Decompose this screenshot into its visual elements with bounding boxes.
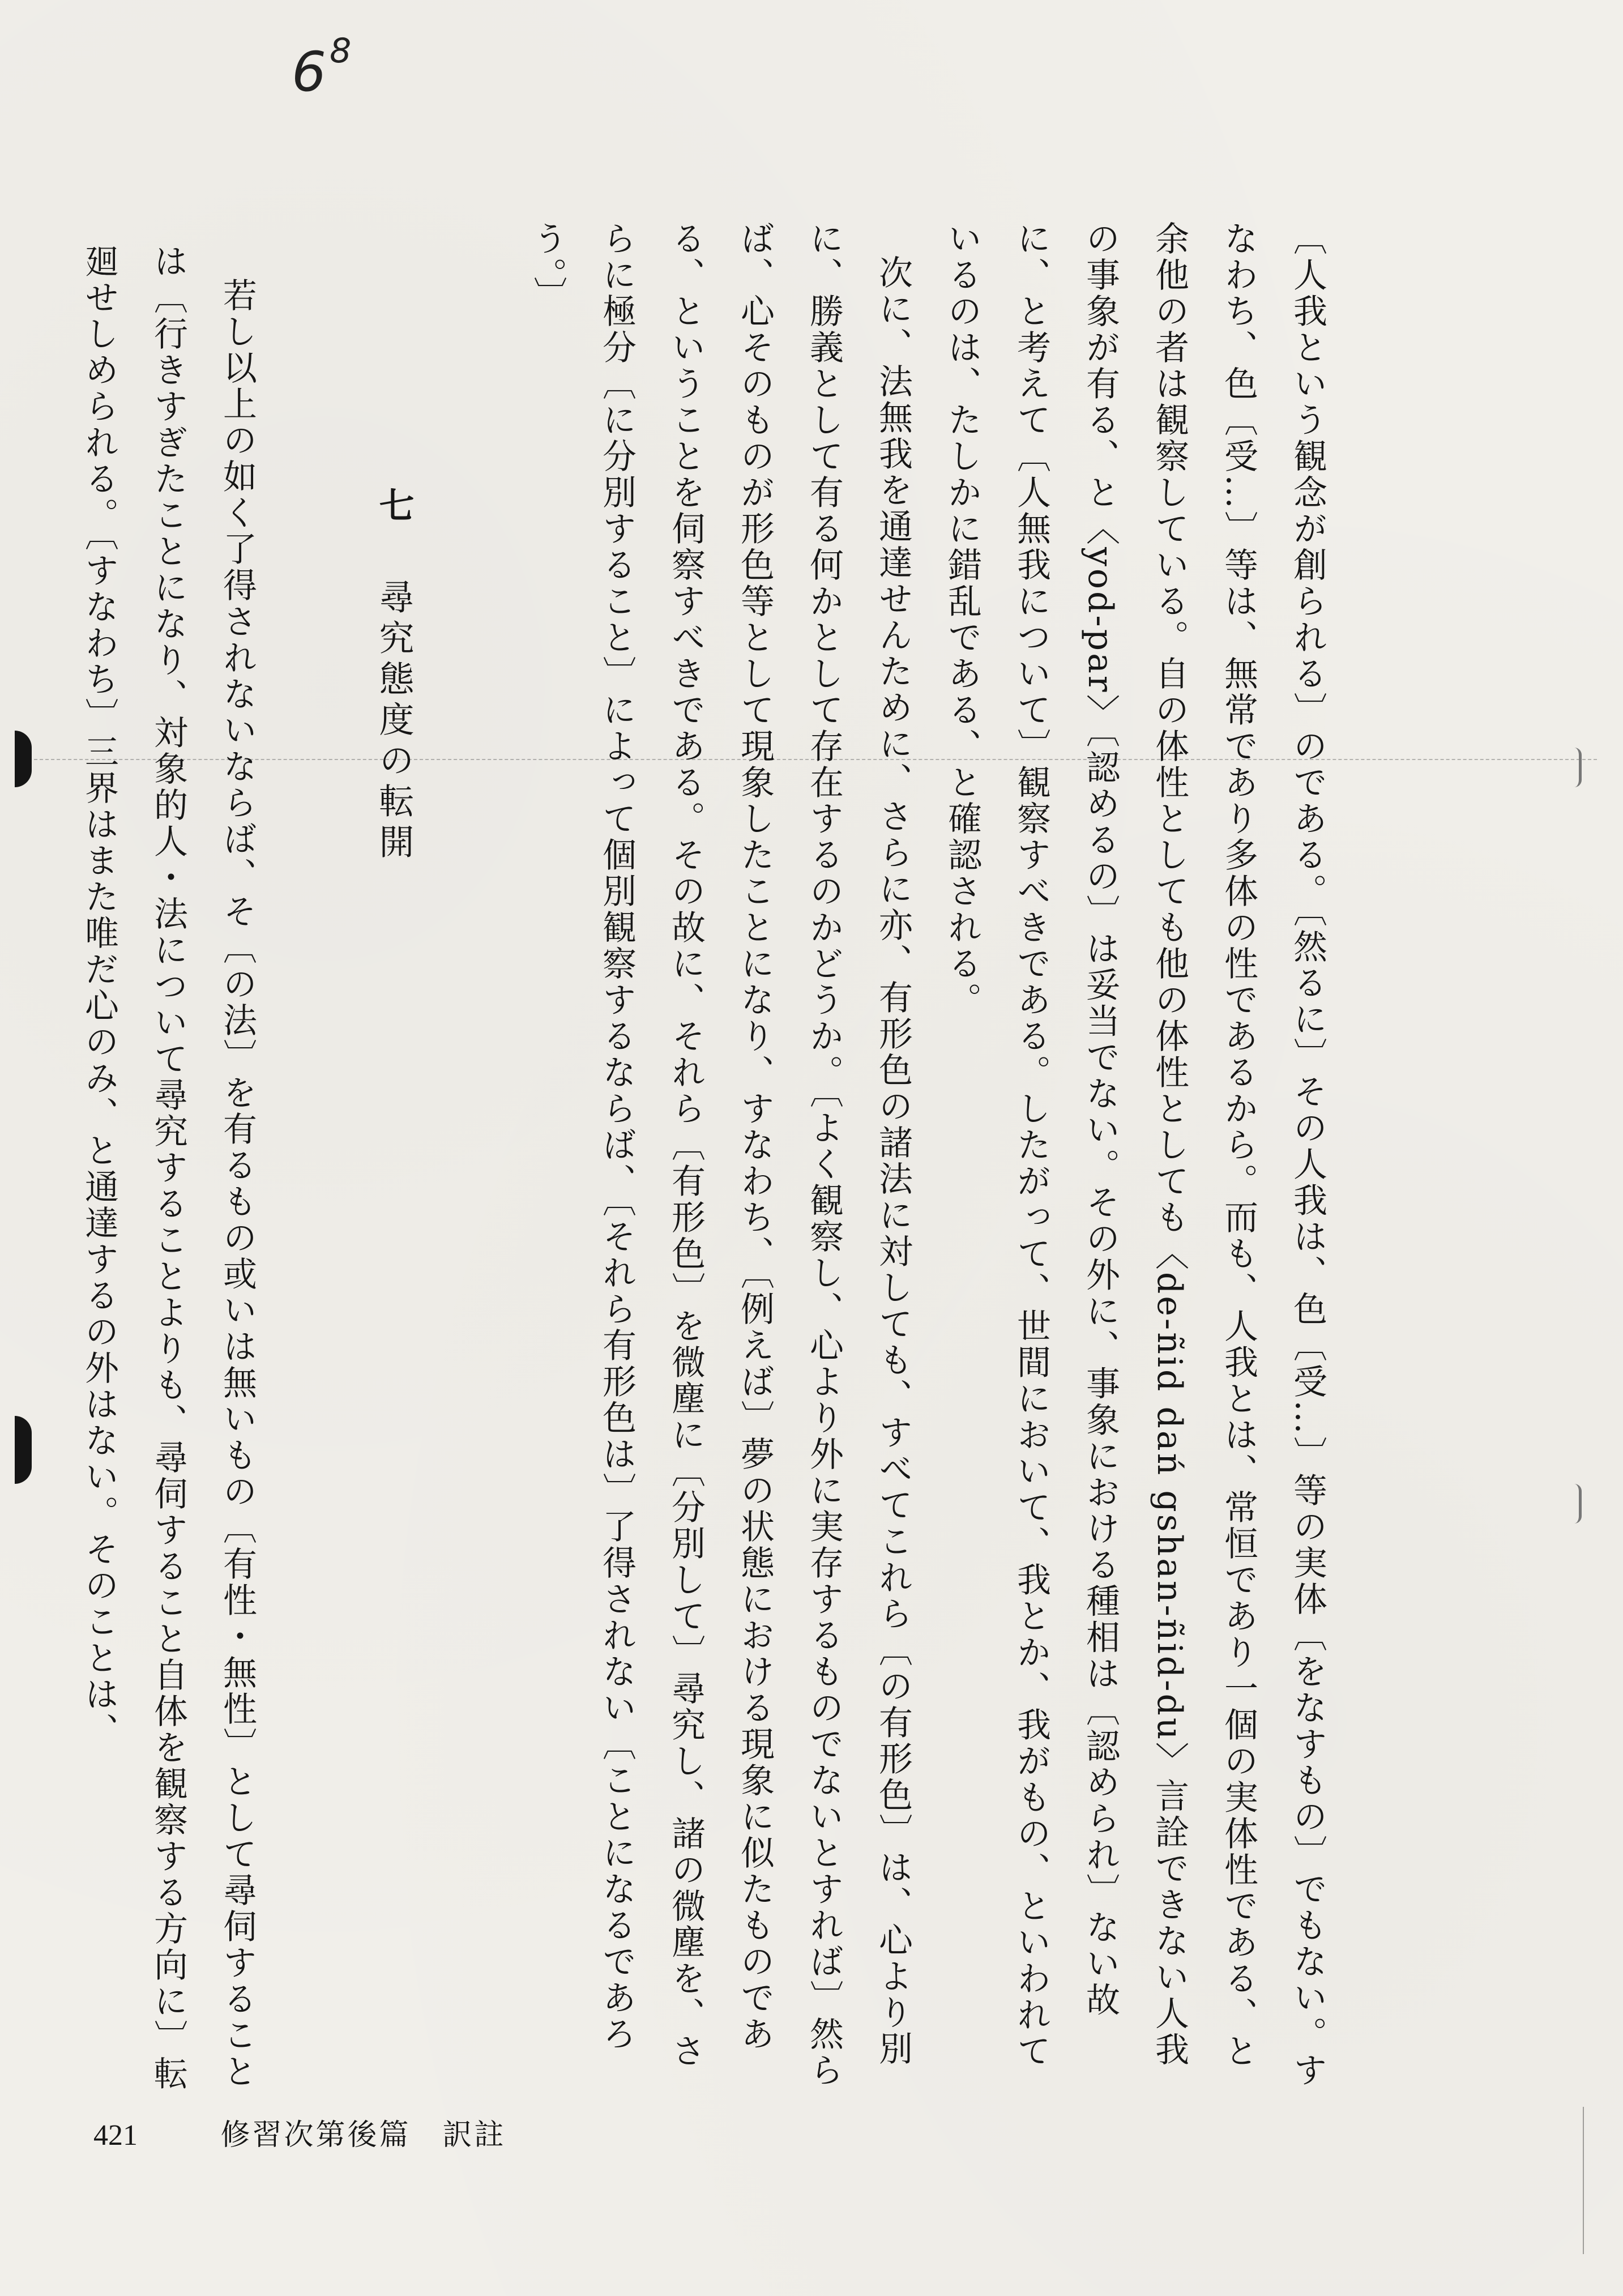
section-title: 尋究態度の転開: [373, 578, 415, 864]
section-heading: [362, 487, 425, 884]
binding-hole-mark-top: [15, 731, 32, 787]
body-paragraph: 若し以上の如く了得されないならば、そ〔の法〕を有るもの或いは無いもの〔有性・無性〕として尋伺することは〔行きすぎたことになり、対象的人・法について尋究することよりも、尋伺すること自体を観察する方向に〕転廻せしめられる。〔すなわち〕三界はまた唯だ心のみ、と通達するの外はない。そのことは、: [79, 244, 257, 2092]
handwritten-superscript: 8: [330, 31, 352, 71]
page-number: 421: [93, 2119, 138, 2152]
handwritten-page-note: [292, 31, 352, 104]
edge-bracket-mark-bottom: [1574, 1484, 1582, 1523]
binding-hole-mark-bottom: [15, 1416, 32, 1484]
section-number: 七: [373, 487, 415, 528]
handwritten-number: 6: [292, 40, 327, 104]
page-footer: [93, 2113, 603, 2158]
running-title: 修習次第後篇 訳註: [220, 2118, 506, 2152]
edge-bracket-mark-top: [1574, 748, 1582, 787]
section-text-block: [79, 244, 272, 2113]
body-paragraph: 〔人我という観念が創られる〕のである。〔然るに〕その人我は、色〔受…〕等の実体〔をなすもの〕でもない。すなわち、色〔受…〕等は、無常であり多体の性であるから。而も、人我とは、常恒であり一個の実体性である、と余他の者は観察している。自の体性としても他の体性としても〈de-ñid dań gshan-ñid-du〉言詮できない人我の事象が有る、と〈yod-par〉〔認めるの〕は妥当でない。その外に、事象における種相は〔認められ〕ない故に、と考えて〔人無我について〕観察すべきである。したがって、世間において、我とか、我がもの、といわれているのは、たしかに錯乱である、と確認される。: [942, 221, 1327, 2089]
body-paragraph: 次に、法無我を通達せんために、さらに亦、有形色の諸法に対しても、すべてこれら〔の有形色〕は、心より別に、勝義として有る何かとして存在するのかどうか。〔よく観察し、心より外に実存するものでないとすれば〕然らば、心そのものが形色等として現象したことになり、すなわち、〔例えば〕夢の状態における現象に似たものである、ということを伺察すべきである。その故に、それら〔有形色〕を微塵に〔分別して〕尋究し、諸の微塵を、さらに極分〔に分別すること〕によって個別観察するならば、〔それら有形色は〕了得されない〔ことになるであろう。〕: [528, 221, 913, 2089]
main-text-block: [510, 221, 1342, 2090]
page-edge-shadow: [1583, 2107, 1584, 2254]
